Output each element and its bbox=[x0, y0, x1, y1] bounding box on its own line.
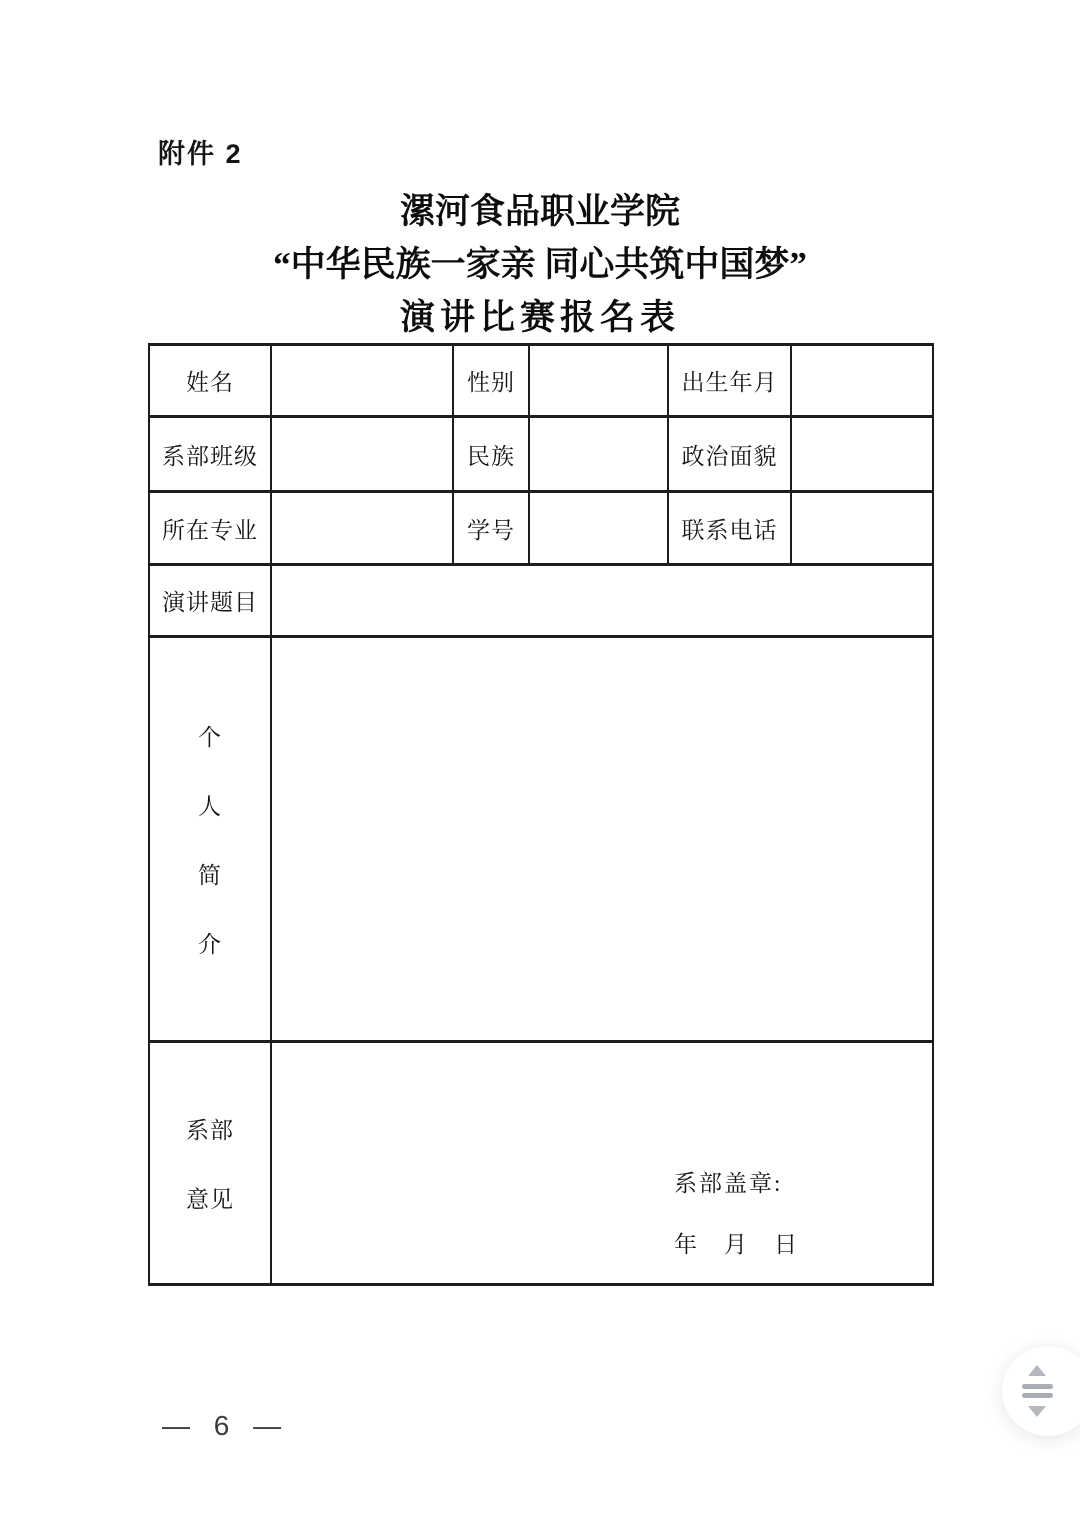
table-row bbox=[149, 1042, 933, 1285]
phone-label-cell: 联系电话 bbox=[668, 492, 791, 565]
department-opinion-value-cell bbox=[271, 1042, 933, 1285]
bio-char: 个 bbox=[198, 725, 222, 750]
table-row bbox=[149, 492, 933, 565]
opinion-label-line: 系部 bbox=[186, 1118, 234, 1143]
speech-topic-value-cell bbox=[271, 565, 933, 637]
name-label-cell: 姓名 bbox=[149, 345, 271, 417]
political-status-value-cell bbox=[791, 417, 933, 492]
bio-char: 人 bbox=[198, 794, 222, 819]
attachment-label: 附件 2 bbox=[158, 139, 243, 169]
department-opinion-label bbox=[150, 1112, 270, 1214]
ethnicity-label-cell: 民族 bbox=[453, 417, 529, 492]
speech-topic-label-cell: 演讲题目 bbox=[149, 565, 271, 637]
date-placeholder: 年 月 日 bbox=[674, 1232, 799, 1257]
gender-value-cell bbox=[529, 345, 668, 417]
personal-bio-value-cell bbox=[271, 637, 933, 1042]
political-status-label-cell: 政治面貌 bbox=[668, 417, 791, 492]
handle-bar-icon bbox=[1022, 1393, 1053, 1398]
student-id-value-cell bbox=[529, 492, 668, 565]
bio-char: 介 bbox=[198, 932, 222, 957]
scroll-handle-button[interactable] bbox=[1002, 1346, 1080, 1436]
page-number: — 6 — bbox=[162, 1410, 290, 1441]
up-down-scroll-handle-icon bbox=[1022, 1365, 1053, 1417]
personal-bio-vertical-label bbox=[150, 719, 270, 959]
gender-label-cell: 性别 bbox=[453, 345, 529, 417]
table-row bbox=[149, 637, 933, 1042]
triangle-down-icon bbox=[1028, 1406, 1046, 1417]
title-form-name: 演讲比赛报名表 bbox=[399, 298, 680, 337]
major-value-cell bbox=[271, 492, 453, 565]
major-label-cell: 所在专业 bbox=[149, 492, 271, 565]
department-stamp-label: 系部盖章: bbox=[674, 1171, 783, 1196]
birthdate-value-cell bbox=[791, 345, 933, 417]
table-row bbox=[149, 565, 933, 637]
ethnicity-value-cell bbox=[529, 417, 668, 492]
page-title bbox=[0, 185, 1080, 344]
department-opinion-label-cell bbox=[149, 1042, 271, 1285]
opinion-label-line: 意见 bbox=[186, 1187, 234, 1212]
registration-form-table bbox=[148, 343, 934, 1286]
department-class-label-cell: 系部班级 bbox=[149, 417, 271, 492]
title-college-name: 漯河食品职业学院 bbox=[399, 192, 680, 231]
phone-value-cell bbox=[791, 492, 933, 565]
table-row bbox=[149, 417, 933, 492]
student-id-label-cell: 学号 bbox=[453, 492, 529, 565]
department-class-value-cell bbox=[271, 417, 453, 492]
stamp-block bbox=[674, 1165, 799, 1259]
bio-char: 简 bbox=[198, 863, 222, 888]
triangle-up-icon bbox=[1028, 1365, 1046, 1376]
personal-bio-label-cell bbox=[149, 637, 271, 1042]
birthdate-label-cell: 出生年月 bbox=[668, 345, 791, 417]
handle-bar-icon bbox=[1022, 1384, 1053, 1389]
title-theme: “中华民族一家亲 同心共筑中国梦” bbox=[273, 245, 807, 284]
name-value-cell bbox=[271, 345, 453, 417]
table-row bbox=[149, 345, 933, 417]
